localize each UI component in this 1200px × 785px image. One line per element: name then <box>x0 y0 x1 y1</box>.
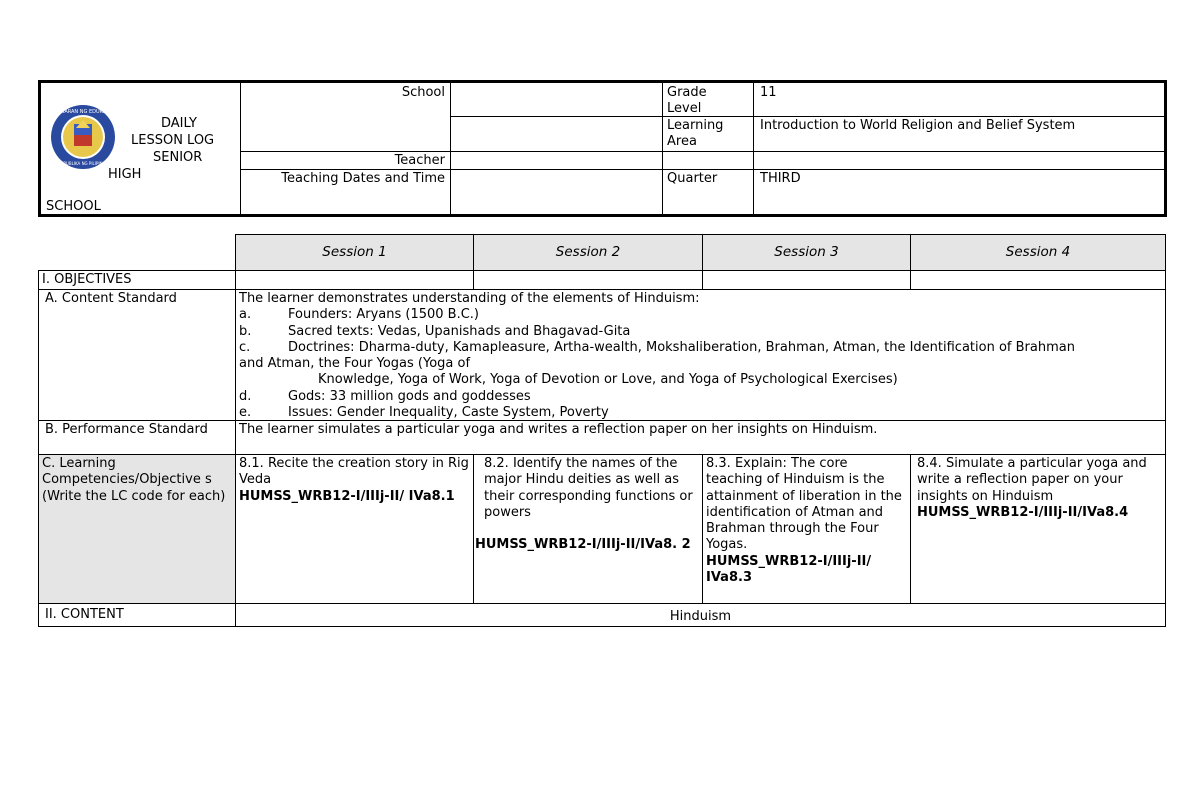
session-1-header: Session 1 <box>235 234 474 271</box>
competency-2-code: HUMSS_WRB12-I/IIIj-II/IVa8. 2 <box>475 537 691 553</box>
teacher-label-cell <box>240 151 451 170</box>
competency-4-text: 8.4. Simulate a particular yoga and write a reflection paper on your insights on Hinduism <box>917 456 1147 504</box>
grade-label: Grade Level <box>662 83 754 117</box>
competency-1-text: 8.1. Recite the creation story in Rig Veda <box>239 456 469 488</box>
logo-line-senior: SENIOR <box>153 150 203 165</box>
quarter-value: THIRD <box>760 171 801 186</box>
session-4-header: Session 4 <box>910 234 1166 271</box>
logo-line-daily: DAILY <box>161 116 197 131</box>
competencies-label: C. Learning Competencies/Objective s (Write the LC code for each) <box>38 454 236 604</box>
list-item-continued: and Atman, the Four Yogas (Yoga of <box>239 356 471 372</box>
objectives-s4 <box>910 270 1166 290</box>
seal-text: KAGAWARAN NG EDUKASYON <box>46 109 120 115</box>
objectives-s1 <box>235 270 474 290</box>
performance-standard-label: B. Performance Standard <box>38 420 236 455</box>
objectives-s2 <box>473 270 703 290</box>
session-3-header: Session 3 <box>702 234 911 271</box>
objectives-s3 <box>702 270 911 290</box>
competency-2-text: 8.2. Identify the names of the major Hindu deities as well as their corresponding functions or powers <box>484 456 693 520</box>
dates-label-cell <box>240 169 451 214</box>
corner-cell <box>38 234 236 271</box>
session-2-header: Session 2 <box>473 234 703 271</box>
list-item: b. Sacred texts: Vedas, Upanishads and Bhagavad-Gita <box>239 323 631 339</box>
competency-3-text: 8.3. Explain: The core teaching of Hinduism is the attainment of liberation in the identification of Atman and Brahman through the Four Yogas. <box>706 456 902 553</box>
school-label-cell <box>240 83 451 152</box>
list-item: a. Founders: Aryans (1500 B.C.) <box>239 307 479 323</box>
competency-session-3 <box>702 454 911 604</box>
deped-seal-icon <box>46 104 120 170</box>
school-value[interactable] <box>450 83 663 117</box>
logo-line-lesson-log: LESSON LOG <box>131 133 215 148</box>
school-value-extra <box>450 116 663 152</box>
logo-line-high: HIGH <box>108 167 142 182</box>
content-value: Hinduism <box>235 603 1166 627</box>
dates-label: Teaching Dates and Time <box>281 171 445 186</box>
teacher-label: Teacher <box>394 153 445 168</box>
content-standard-body <box>235 289 1166 421</box>
objectives-label: I. OBJECTIVES <box>38 270 236 290</box>
list-item: e. Issues: Gender Inequality, Caste System, Poverty <box>239 405 609 421</box>
competency-session-4 <box>910 454 1166 604</box>
teacher-value[interactable] <box>450 151 663 170</box>
competency-session-2 <box>473 454 703 604</box>
performance-standard-text: The learner simulates a particular yoga and writes a reflection paper on her insights on Hinduism. <box>235 420 1166 455</box>
blank-label <box>662 151 754 170</box>
logo-line-school: SCHOOL <box>46 199 101 214</box>
quarter-label: Quarter <box>662 169 754 214</box>
dates-value[interactable] <box>450 169 663 214</box>
list-item: c. Doctrines: Dharma-duty, Kamapleasure, Artha-wealth, Mokshaliberation, Brahman, Atman, the Identification of Brahman <box>239 339 1075 355</box>
content-standard-intro: The learner demonstrates understanding of the elements of Hinduism: <box>239 291 700 306</box>
grade-value: 11 <box>753 83 1164 117</box>
list-item: d. Gods: 33 million gods and goddesses <box>239 388 531 404</box>
content-standard-label: A. Content Standard <box>38 289 236 421</box>
list-item-continued-2: Knowledge, Yoga of Work, Yoga of Devotion or Love, and Yoga of Psychological Exercises) <box>318 372 898 388</box>
area-value: Introduction to World Religion and Belief System <box>753 116 1164 152</box>
area-label: Learning Area <box>662 116 754 152</box>
school-label: School <box>401 85 445 100</box>
content-label: II. CONTENT <box>38 603 236 627</box>
competency-session-1 <box>235 454 474 604</box>
competency-4-code: HUMSS_WRB12-I/IIIj-II/IVa8.4 <box>917 504 1129 520</box>
competency-1-code: HUMSS_WRB12-I/IIIj-II/ IVa8.1 <box>239 488 455 504</box>
competency-3-code: HUMSS_WRB12-I/IIIj-II/ IVa8.3 <box>706 553 872 586</box>
blank-value <box>753 151 1164 170</box>
seal-bottom-text: REPUBLIKA NG PILIPINAS <box>58 161 108 166</box>
